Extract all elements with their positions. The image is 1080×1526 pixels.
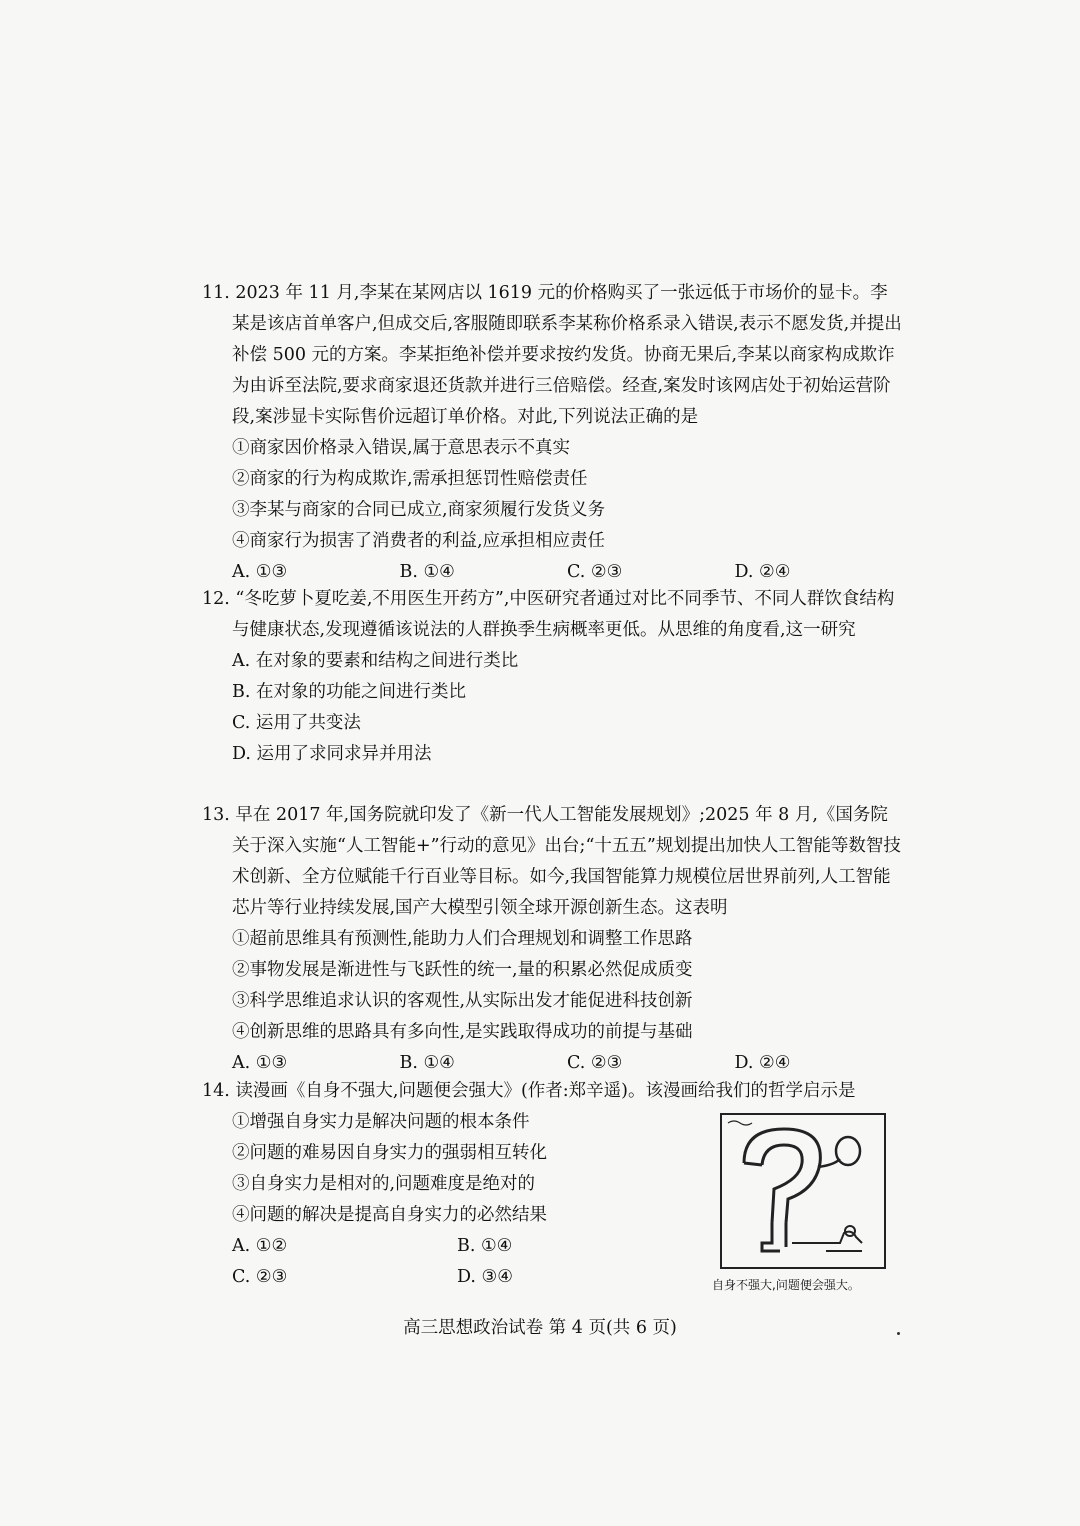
question-11-option-b: B. ①④ <box>399 562 455 582</box>
question-11-stem: 11. 2023 年 11 月,李某在某网店以 1619 元的价格购买了一张远低于市场价的显卡。李某是该店首单客户,但成交后,客服随即联系李某称价格系录入错误,表示不愿发货,并提出补偿 500 元的方案。李某拒绝补偿并要求按约发货。协商无果后,李某以商家构成欺诈为由诉至法院,要求商家退还货款并进行三倍赔偿。经查,案发时该网店处于初始运营阶段,案涉显卡实际售价远超订单价格。对此,下列说法正确的是 <box>202 283 902 427</box>
question-12-stem: 12. “冬吃萝卜夏吃姜,不用医生开药方”,中医研究者通过对比不同季节、不同人群饮食结构与健康状态,发现遵循该说法的人群换季生病概率更低。从思维的角度看,这一研究 <box>202 589 895 640</box>
question-12 <box>202 584 902 770</box>
question-14-statement-1: ①增强自身实力是解决问题的根本条件 <box>232 1112 530 1132</box>
question-14-option-d: D. ③④ <box>457 1267 513 1287</box>
question-11-statement-4: ④商家行为损害了消费者的利益,应承担相应责任 <box>232 531 606 551</box>
question-13-option-c: C. ②③ <box>567 1053 623 1073</box>
question-14-statements <box>232 1107 547 1231</box>
question-14-statement-4: ④问题的解决是提高自身实力的必然结果 <box>232 1205 547 1225</box>
question-13-option-d: D. ②④ <box>734 1053 791 1073</box>
question-14-option-a: A. ①② <box>232 1236 288 1256</box>
question-13-options <box>232 1048 902 1079</box>
question-13-statement-1: ①超前思维具有预测性,能助力人们合理规划和调整工作思路 <box>232 929 693 949</box>
cartoon-drawing <box>722 1115 884 1267</box>
question-mark-inner-shape <box>762 1145 802 1223</box>
question-11 <box>202 278 902 588</box>
cartoon-image <box>720 1113 886 1269</box>
cartoon-signature <box>728 1121 752 1125</box>
question-12-option-d: D. 运用了求同求异并用法 <box>232 744 432 764</box>
question-mark-foot <box>762 1223 780 1251</box>
question-13-stem: 13. 早在 2017 年,国务院就印发了《新一代人工智能发展规划》;2025 年 8 月,《国务院关于深入实施“人工智能+”行动的意见》出台;“十五五”规划提出加快人工智能等数智技术创新、全方位赋能千行百业等目标。如今,我国智能算力规模位居世界前列,人工智能芯片等行业持续发展,国产大模型引领全球开源创新生态。这表明 <box>202 805 901 918</box>
page-footer: 高三思想政治试卷 第 4 页(共 6 页) <box>403 1318 677 1338</box>
question-13-statement-2: ②事物发展是渐进性与飞跃性的统一,量的积累必然促成质变 <box>232 960 693 980</box>
question-12-option-c: C. 运用了共变法 <box>232 713 361 733</box>
question-14-stem: 14. 读漫画《自身不强大,问题便会强大》(作者:郑辛遥)。该漫画给我们的哲学启示是 <box>202 1081 856 1101</box>
question-14-statement-2: ②问题的难易因自身实力的强弱相互转化 <box>232 1143 547 1163</box>
question-14-statement-3: ③自身实力是相对的,问题难度是绝对的 <box>232 1174 536 1194</box>
question-13-option-b: B. ①④ <box>399 1053 455 1073</box>
question-11-statement-1: ①商家因价格录入错误,属于意思表示不真实 <box>232 438 571 458</box>
scan-dot <box>897 1332 900 1335</box>
question-12-option-b: B. 在对象的功能之间进行类比 <box>232 682 466 702</box>
question-14-option-b: B. ①④ <box>457 1236 513 1256</box>
question-12-option-a: A. 在对象的要素和结构之间进行类比 <box>232 651 519 671</box>
balloon-icon <box>836 1137 860 1165</box>
question-11-option-c: C. ②③ <box>567 562 623 582</box>
question-11-statement-2: ②商家的行为构成欺诈,需承担惩罚性赔偿责任 <box>232 469 588 489</box>
question-13-statement-4: ④创新思维的思路具有多向性,是实践取得成功的前提与基础 <box>232 1022 693 1042</box>
question-14 <box>202 1076 902 1107</box>
question-11-option-a: A. ①③ <box>232 562 288 582</box>
question-14-option-c: C. ②③ <box>232 1267 288 1287</box>
question-14-options <box>232 1231 682 1293</box>
question-mark-shape <box>744 1129 820 1223</box>
cartoon-caption: 自身不强大,问题便会强大。 <box>712 1278 860 1292</box>
question-11-statement-3: ③李某与商家的合同已成立,商家须履行发货义务 <box>232 500 606 520</box>
question-13 <box>202 800 902 1079</box>
question-13-statement-3: ③科学思维追求认识的客观性,从实际出发才能促进科技创新 <box>232 991 693 1011</box>
question-11-option-d: D. ②④ <box>734 562 791 582</box>
question-13-option-a: A. ①③ <box>232 1053 288 1073</box>
small-figure <box>792 1232 862 1251</box>
